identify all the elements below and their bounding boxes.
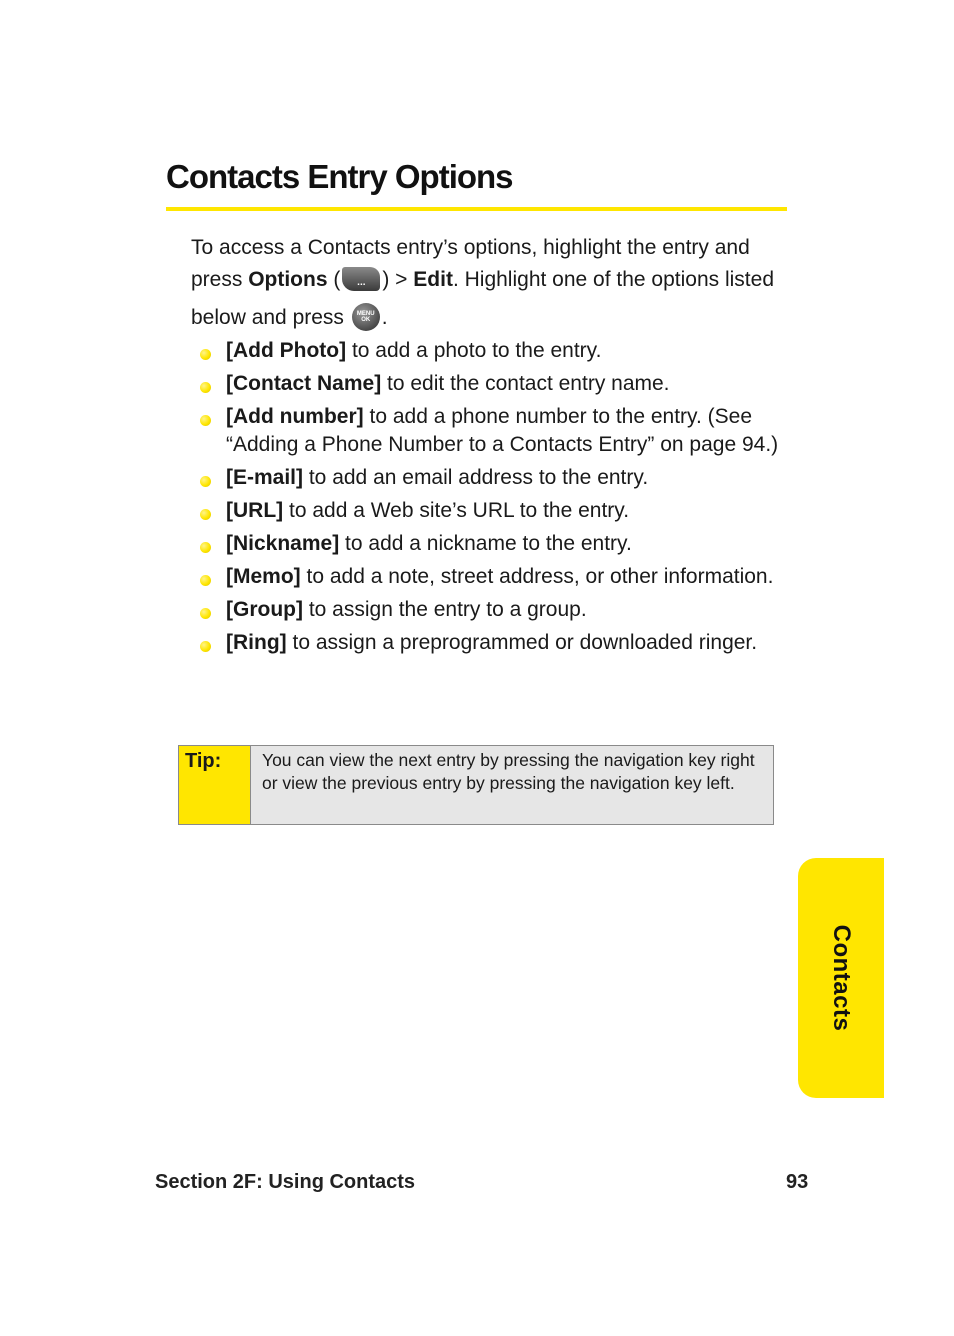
bullet-icon bbox=[200, 382, 211, 393]
footer-section-title: Section 2F: Using Contacts bbox=[155, 1171, 416, 1193]
side-tab-label: Contacts bbox=[828, 924, 855, 1032]
page-title: Contacts Entry Options bbox=[166, 158, 513, 195]
bullet-icon bbox=[200, 415, 211, 426]
intro-line-1: To access a Contacts entry’s options, highlight the entry and bbox=[191, 236, 750, 259]
list-item: [Add Photo] to add a photo to the entry. bbox=[199, 337, 779, 365]
tip-label: Tip: bbox=[179, 746, 251, 824]
section-side-tab bbox=[798, 858, 884, 1098]
bullet-icon bbox=[200, 608, 211, 619]
options-softkey-icon: ... bbox=[342, 267, 380, 291]
menu-ok-key-icon: MENU OK bbox=[352, 303, 380, 331]
bullet-icon bbox=[200, 542, 211, 553]
intro-paragraph bbox=[191, 232, 791, 334]
list-item: [Add number] to add a phone number to the entry. (See “Adding a Phone Number to a Contacts Entry” on page 94.) bbox=[199, 403, 779, 459]
title-underline bbox=[166, 207, 787, 211]
list-item: [Group] to assign the entry to a group. bbox=[199, 596, 779, 624]
list-item: [Memo] to add a note, street address, or other information. bbox=[199, 563, 779, 591]
options-list bbox=[199, 337, 779, 662]
bullet-icon bbox=[200, 349, 211, 360]
intro-line-2: press Options ( ... ) > Edit. Highlight one of the options listed bbox=[191, 268, 774, 291]
bullet-icon bbox=[200, 575, 211, 586]
bullet-icon bbox=[200, 641, 211, 652]
edit-label: Edit bbox=[413, 268, 453, 291]
options-label: Options bbox=[248, 268, 328, 291]
list-item: [Ring] to assign a preprogrammed or downloaded ringer. bbox=[199, 629, 779, 657]
list-item: [Contact Name] to edit the contact entry name. bbox=[199, 370, 779, 398]
tip-box bbox=[178, 745, 774, 825]
bullet-icon bbox=[200, 509, 211, 520]
intro-line-3: below and press MENU OK . bbox=[191, 302, 791, 334]
bullet-icon bbox=[200, 476, 211, 487]
tip-text: You can view the next entry by pressing the navigation key right or view the previous entry by pressing the navigation key left. bbox=[251, 746, 773, 824]
list-item: [E-mail] to add an email address to the entry. bbox=[199, 464, 779, 492]
footer-page-number: 93 bbox=[786, 1171, 809, 1193]
list-item: [Nickname] to add a nickname to the entry. bbox=[199, 530, 779, 558]
list-item: [URL] to add a Web site’s URL to the entry. bbox=[199, 497, 779, 525]
